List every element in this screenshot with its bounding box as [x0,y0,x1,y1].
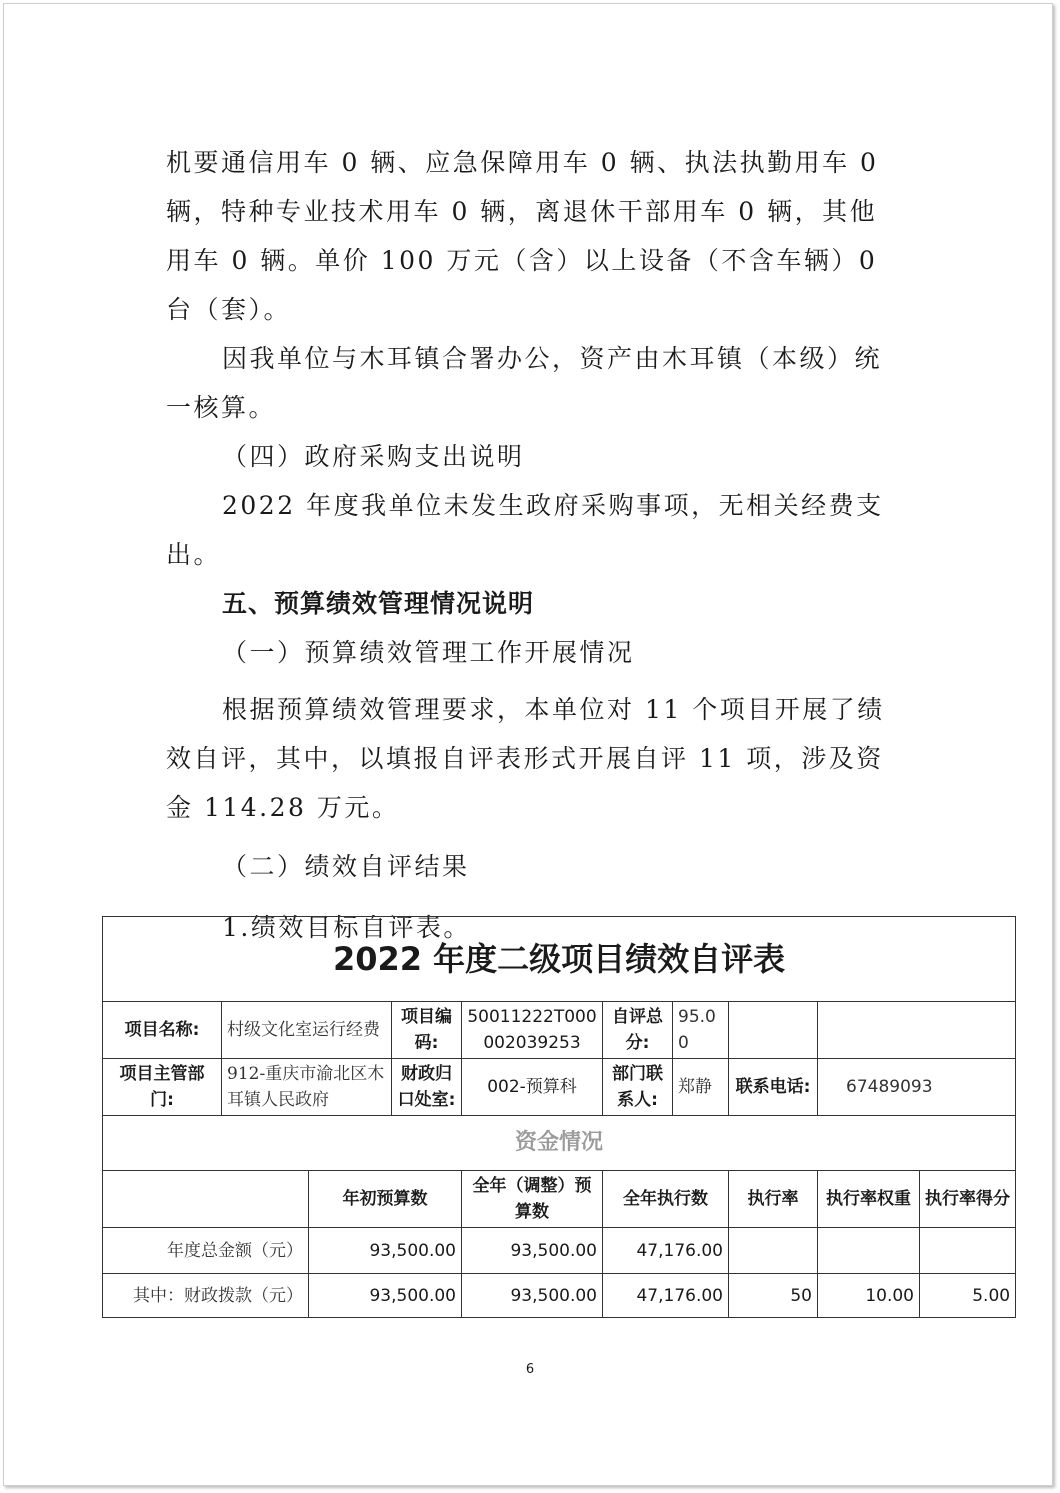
body-text [166,138,901,952]
dept: 912-重庆市渝北区木耳镇人民政府 [222,1059,392,1116]
exec-rate-value: 50 [729,1274,818,1318]
weight-value [818,1228,920,1274]
paragraph-procurement: 2022 年度我单位未发生政府采购事项，无相关经费支出。 [166,491,884,569]
empty-cell [818,1002,1016,1059]
header-executed: 全年执行数 [603,1171,729,1228]
heading-procurement: （四）政府采购支出说明 [222,442,525,471]
weight-value: 10.00 [818,1274,920,1318]
page-number: 6 [525,1362,535,1377]
empty-header-cell [103,1171,309,1228]
finance-office-label: 财政归口处室: [392,1059,462,1116]
row-label: 年度总金额（元） [103,1228,309,1274]
exec-rate-value [729,1228,818,1274]
score-value: 5.00 [920,1274,1016,1318]
project-code-label: 项目编码: [392,1002,462,1059]
heading-budget-performance: 五、预算绩效管理情况说明 [222,589,535,618]
empty-cell [729,1002,818,1059]
initial-budget-value: 93,500.00 [309,1274,462,1318]
header-adjusted-budget: 全年（调整）预算数 [462,1171,603,1228]
project-name-label: 项目名称: [103,1002,222,1059]
paragraph-vehicles: 机要通信用车 0 辆、应急保障用车 0 辆、执法执勤用车 0 辆，特种专业技术用车 0 辆，离退休干部用车 0 辆，其他用车 0 辆。单价 100 万元（含）以上设备（不含车辆）0 台（套）。 [166,148,879,324]
adjusted-budget-value: 93,500.00 [462,1274,603,1318]
self-score-label: 自评总分: [603,1002,673,1059]
paragraph-goal-table: 1.绩效目标自评表。 [222,913,471,942]
contact-label: 部门联系人: [603,1059,673,1116]
header-initial-budget: 年初预算数 [309,1171,462,1228]
project-name: 村级文化室运行经费 [222,1002,392,1059]
header-exec-rate: 执行率 [729,1171,818,1228]
paragraph-performance-work: 根据预算绩效管理要求，本单位对 11 个项目开展了绩效自评，其中，以填报自评表形式开展自评 11 项，涉及资金 114.28 万元。 [166,695,885,822]
executed-value: 47,176.00 [603,1228,729,1274]
heading-performance-work: （一）预算绩效管理工作开展情况 [222,638,635,667]
adjusted-budget-value: 93,500.00 [462,1228,603,1274]
dept-label: 项目主管部门: [103,1059,222,1116]
header-score: 执行率得分 [920,1171,1016,1228]
initial-budget-value: 93,500.00 [309,1228,462,1274]
contact: 郑静 [673,1059,729,1116]
phone-label: 联系电话: [729,1059,818,1116]
phone: 67489093 [818,1059,1016,1116]
row-label: 其中：财政拨款（元） [103,1274,309,1318]
score-value [920,1228,1016,1274]
paragraph-assets: 因我单位与木耳镇合署办公，资产由木耳镇（本级）统一核算。 [166,344,883,422]
project-code: 50011222T000002039253 [462,1002,603,1059]
table-title: 2022 年度二级项目绩效自评表 [103,917,1016,1002]
executed-value: 47,176.00 [603,1274,729,1318]
heading-self-eval-results: （二）绩效自评结果 [222,852,470,881]
funds-section-heading: 资金情况 [103,1116,1016,1171]
self-evaluation-table [102,916,1016,1318]
finance-office: 002-预算科 [462,1059,603,1116]
self-score: 95.00 [673,1002,729,1059]
header-weight: 执行率权重 [818,1171,920,1228]
